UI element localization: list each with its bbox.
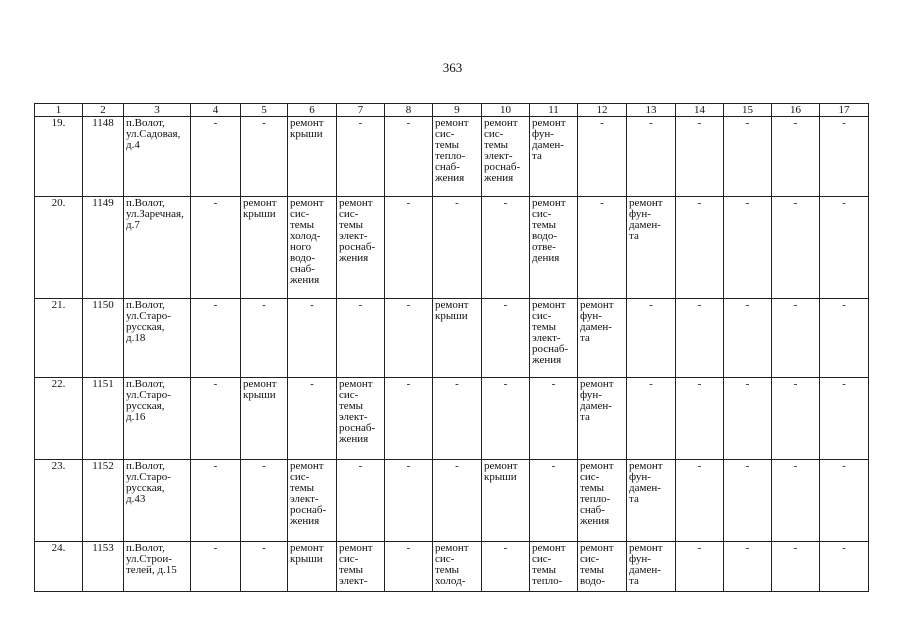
column-number-cell: 2 bbox=[83, 104, 124, 117]
row-index-cell: 19. bbox=[35, 117, 83, 197]
repair-cell: ремонт сис- темы тепло- снаб- жения bbox=[433, 117, 482, 197]
repair-cell: - bbox=[385, 117, 433, 197]
repair-cell: - bbox=[337, 460, 385, 542]
repair-cell: - bbox=[337, 299, 385, 378]
repair-cell: ремонт сис- темы тепло- снаб- жения bbox=[578, 460, 627, 542]
column-number-cell: 4 bbox=[191, 104, 241, 117]
repair-cell: - bbox=[385, 460, 433, 542]
column-number-cell: 6 bbox=[288, 104, 337, 117]
repair-cell: ремонт крыши bbox=[433, 299, 482, 378]
table-row bbox=[35, 117, 869, 197]
repair-cell: - bbox=[772, 117, 820, 197]
column-number-cell: 1 bbox=[35, 104, 83, 117]
repair-cell: ремонт крыши bbox=[288, 117, 337, 197]
repair-cell: - bbox=[241, 117, 288, 197]
column-number-cell: 10 bbox=[482, 104, 530, 117]
repair-cell: - bbox=[724, 460, 772, 542]
repair-cell: - bbox=[820, 460, 869, 542]
repair-cell: - bbox=[385, 197, 433, 299]
repair-cell: - bbox=[530, 378, 578, 460]
repair-cell: ремонт сис- темы водо- bbox=[578, 542, 627, 592]
table-row bbox=[35, 542, 869, 592]
repair-cell: - bbox=[191, 542, 241, 592]
repair-cell: ремонт крыши bbox=[241, 378, 288, 460]
repair-cell: - bbox=[385, 542, 433, 592]
repair-cell: - bbox=[772, 197, 820, 299]
column-number-cell: 8 bbox=[385, 104, 433, 117]
repair-cell: ремонт сис- темы элект- роснаб- жения bbox=[288, 460, 337, 542]
repair-cell: - bbox=[578, 197, 627, 299]
repair-cell: - bbox=[724, 299, 772, 378]
repair-cell: - bbox=[820, 197, 869, 299]
address-cell: п.Волот, ул.Садовая, д.4 bbox=[124, 117, 191, 197]
row-index-cell: 20. bbox=[35, 197, 83, 299]
table-row bbox=[35, 197, 869, 299]
repair-cell: ремонт сис- темы холод- ного водо- снаб- жения bbox=[288, 197, 337, 299]
repair-cell: - bbox=[433, 378, 482, 460]
repair-cell: - bbox=[385, 378, 433, 460]
repair-cell: - bbox=[820, 378, 869, 460]
repair-cell: - bbox=[820, 299, 869, 378]
object-id-cell: 1150 bbox=[83, 299, 124, 378]
repair-cell: - bbox=[433, 197, 482, 299]
repair-cell: ремонт сис- темы элект- роснаб- жения bbox=[530, 299, 578, 378]
repair-cell: - bbox=[288, 299, 337, 378]
repair-cell: ремонт фун- дамен- та bbox=[627, 460, 676, 542]
repair-cell: - bbox=[482, 542, 530, 592]
repair-cell: - bbox=[627, 117, 676, 197]
column-number-cell: 12 bbox=[578, 104, 627, 117]
column-number-cell: 3 bbox=[124, 104, 191, 117]
object-id-cell: 1152 bbox=[83, 460, 124, 542]
repair-cell: - bbox=[191, 117, 241, 197]
row-index-cell: 21. bbox=[35, 299, 83, 378]
repair-cell: ремонт сис- темы элект- bbox=[337, 542, 385, 592]
row-index-cell: 24. bbox=[35, 542, 83, 592]
repair-cell: - bbox=[820, 117, 869, 197]
repair-cell: - bbox=[676, 197, 724, 299]
repair-cell: - bbox=[627, 378, 676, 460]
address-cell: п.Волот, ул.Старо- русская, д.16 bbox=[124, 378, 191, 460]
repair-cell: - bbox=[772, 542, 820, 592]
repair-cell: - bbox=[482, 197, 530, 299]
address-cell: п.Волот, ул.Заречная, д.7 bbox=[124, 197, 191, 299]
repair-cell: - bbox=[676, 542, 724, 592]
repair-cell: - bbox=[241, 460, 288, 542]
repair-cell: - bbox=[724, 117, 772, 197]
address-cell: п.Волот, ул.Старо- русская, д.18 bbox=[124, 299, 191, 378]
repair-cell: - bbox=[482, 299, 530, 378]
repair-cell: ремонт сис- темы элект- роснаб- жения bbox=[337, 197, 385, 299]
repair-cell: - bbox=[191, 197, 241, 299]
row-index-cell: 22. bbox=[35, 378, 83, 460]
column-number-cell: 16 bbox=[772, 104, 820, 117]
repair-cell: - bbox=[191, 299, 241, 378]
repair-cell: - bbox=[820, 542, 869, 592]
repair-cell: - bbox=[772, 378, 820, 460]
repair-cell: - bbox=[627, 299, 676, 378]
repair-cell: - bbox=[676, 378, 724, 460]
page-number: 363 bbox=[442, 60, 463, 75]
repair-cell: - bbox=[288, 378, 337, 460]
repair-cell: ремонт сис- темы водо- отве- дения bbox=[530, 197, 578, 299]
object-id-cell: 1153 bbox=[83, 542, 124, 592]
column-number-cell: 13 bbox=[627, 104, 676, 117]
repair-cell: - bbox=[772, 299, 820, 378]
column-number-cell: 17 bbox=[820, 104, 869, 117]
column-number-row bbox=[35, 104, 869, 117]
column-number-cell: 7 bbox=[337, 104, 385, 117]
repair-cell: - bbox=[241, 299, 288, 378]
repair-cell: - bbox=[482, 378, 530, 460]
address-cell: п.Волот, ул.Старо- русская, д.43 bbox=[124, 460, 191, 542]
repair-schedule-table bbox=[34, 103, 869, 592]
table-row bbox=[35, 378, 869, 460]
repair-cell: - bbox=[724, 378, 772, 460]
repair-cell: - bbox=[433, 460, 482, 542]
repair-cell: ремонт фун- дамен- та bbox=[578, 299, 627, 378]
column-number-cell: 15 bbox=[724, 104, 772, 117]
repair-cell: - bbox=[676, 460, 724, 542]
repair-cell: - bbox=[724, 542, 772, 592]
column-number-cell: 9 bbox=[433, 104, 482, 117]
repair-cell: - bbox=[385, 299, 433, 378]
repair-cell: - bbox=[676, 117, 724, 197]
repair-cell: - bbox=[337, 117, 385, 197]
column-number-cell: 14 bbox=[676, 104, 724, 117]
repair-cell: - bbox=[241, 542, 288, 592]
repair-cell: ремонт сис- темы элект- роснаб- жения bbox=[482, 117, 530, 197]
repair-cell: ремонт сис- темы холод- bbox=[433, 542, 482, 592]
repair-cell: ремонт фун- дамен- та bbox=[530, 117, 578, 197]
repair-cell: - bbox=[191, 378, 241, 460]
repair-cell: ремонт крыши bbox=[288, 542, 337, 592]
repair-cell: - bbox=[676, 299, 724, 378]
repair-cell: - bbox=[191, 460, 241, 542]
repair-cell: - bbox=[578, 117, 627, 197]
repair-cell: ремонт сис- темы тепло- bbox=[530, 542, 578, 592]
repair-cell: ремонт сис- темы элект- роснаб- жения bbox=[337, 378, 385, 460]
repair-cell: ремонт фун- дамен- та bbox=[627, 542, 676, 592]
object-id-cell: 1151 bbox=[83, 378, 124, 460]
repair-cell: - bbox=[530, 460, 578, 542]
address-cell: п.Волот, ул.Строи- телей, д.15 bbox=[124, 542, 191, 592]
column-number-cell: 5 bbox=[241, 104, 288, 117]
row-index-cell: 23. bbox=[35, 460, 83, 542]
table-row bbox=[35, 460, 869, 542]
repair-cell: - bbox=[772, 460, 820, 542]
repair-cell: ремонт фун- дамен- та bbox=[627, 197, 676, 299]
repair-cell: ремонт крыши bbox=[482, 460, 530, 542]
table-row bbox=[35, 299, 869, 378]
object-id-cell: 1149 bbox=[83, 197, 124, 299]
column-number-cell: 11 bbox=[530, 104, 578, 117]
repair-cell: ремонт крыши bbox=[241, 197, 288, 299]
repair-cell: - bbox=[724, 197, 772, 299]
object-id-cell: 1148 bbox=[83, 117, 124, 197]
repair-cell: ремонт фун- дамен- та bbox=[578, 378, 627, 460]
